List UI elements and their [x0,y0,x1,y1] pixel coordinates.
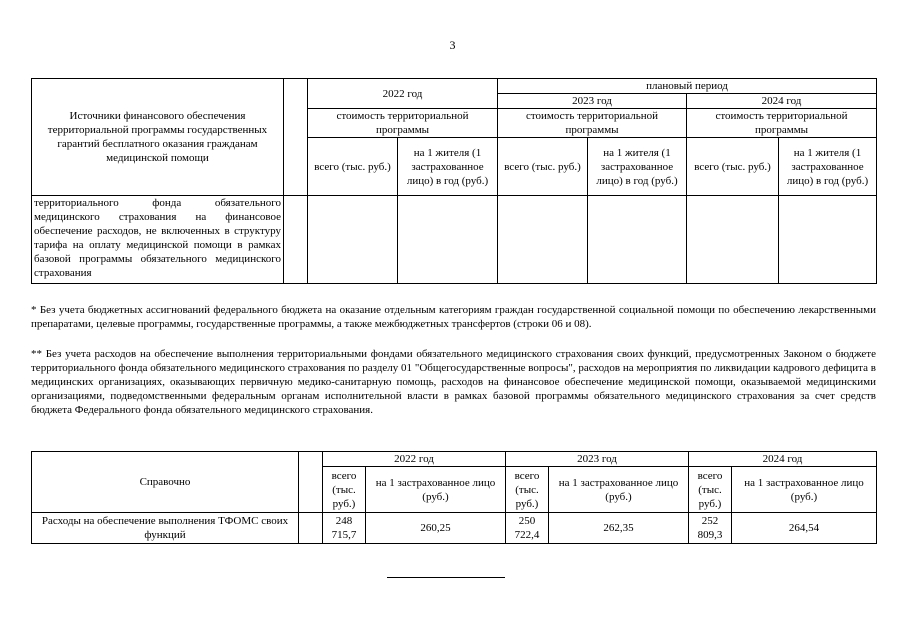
table-cell [687,196,779,284]
total-label-2024: всего (тыс. руб.) [687,138,779,196]
cost-label-2024: стоимость территориальной программы [687,109,877,138]
table-cell [498,196,588,284]
value-per-person-2023: 262,35 [549,513,689,544]
table-cell [588,196,687,284]
financing-sources-table [31,78,877,284]
reference-header: Справочно [32,452,299,513]
footnote-single-asterisk: * Без учета бюджетных ассигнований федерального бюджета на оказание отдельным категориям граждан государственной социальной помощи по обеспечению лекарственными препаратами, целевые программы, государственные программы, а также межбюджетных трансфертов (строки 06 и 08). [31,304,876,330]
total-label-2022: всего (тыс. руб.) [308,138,398,196]
per-person-label-2022: на 1 жителя (1 застрахованное лицо) в год (руб.) [398,138,498,196]
table-cell [779,196,877,284]
value-total-2024: 252 809,3 [689,513,732,544]
total-label-2023: всего (тыс. руб.) [506,467,549,513]
total-label-2022: всего (тыс. руб.) [323,467,366,513]
per-person-label-2022: на 1 застрахованное лицо (руб.) [366,467,506,513]
per-person-label-2023: на 1 застрахованное лицо (руб.) [549,467,689,513]
per-person-label-2024: на 1 жителя (1 застрахованное лицо) в год (руб.) [779,138,877,196]
year-2024-header: 2024 год [689,452,877,467]
table-cell [308,196,398,284]
total-label-2024: всего (тыс. руб.) [689,467,732,513]
blank-column-header [284,79,308,196]
page-number: 3 [449,38,456,52]
value-per-person-2024: 264,54 [732,513,877,544]
table-cell [398,196,498,284]
year-2022-header: 2022 год [323,452,506,467]
year-2023-header: 2023 год [506,452,689,467]
year-2024-header: 2024 год [687,94,877,109]
table-cell [284,196,308,284]
per-person-label-2024: на 1 застрахованное лицо (руб.) [732,467,877,513]
table-row [32,513,877,544]
cost-label-2023: стоимость территориальной программы [498,109,687,138]
table-row-label: территориального фонда обязательного медицинского страхования на финансовое обеспечение расходов, не включенных в структуру тарифа на оплату медицинской помощи в рамках базовой программы обязательного медицинского страхования [32,196,284,284]
source-header: Источники финансового обеспечения территориальной программы государственных гарантий бесплатного оказания гражданам медицинской помощи [32,79,284,196]
reference-table [31,451,877,544]
value-total-2022: 248 715,7 [323,513,366,544]
table-cell [299,513,323,544]
cost-label-2022: стоимость территориальной программы [308,109,498,138]
footnote-separator [387,577,505,578]
table-row-label: Расходы на обеспечение выполнения ТФОМС своих функций [32,513,299,544]
blank-column-header [299,452,323,513]
year-2023-header: 2023 год [498,94,687,109]
year-2022-header: 2022 год [308,79,498,109]
planned-period-header: плановый период [498,79,877,94]
per-person-label-2023: на 1 жителя (1 застрахованное лицо) в год (руб.) [588,138,687,196]
footnote-double-asterisk: ** Без учета расходов на обеспечение выполнения территориальными фондами обязательного медицинского страхования своих функций, предусмотренных Законом о бюджете территориального фонда обязательного медицинского страхования по разделу 01 "Общегосударственные вопросы", расходов на мероприятия по ликвидации кадрового дефицита в медицинских организациях, оказывающих первичную медико-санитарную помощь, расходов на финансовое обеспечение медицинской помощи, оказываемой медицинскими организациями, подведомственными федеральным органам исполнительной власти в рамках базовой программы обязательного медицинского страхования за счет средств бюджета Федерального фонда обязательного медицинского страхования. [31,348,876,416]
value-total-2023: 250 722,4 [506,513,549,544]
value-per-person-2022: 260,25 [366,513,506,544]
total-label-2023: всего (тыс. руб.) [498,138,588,196]
